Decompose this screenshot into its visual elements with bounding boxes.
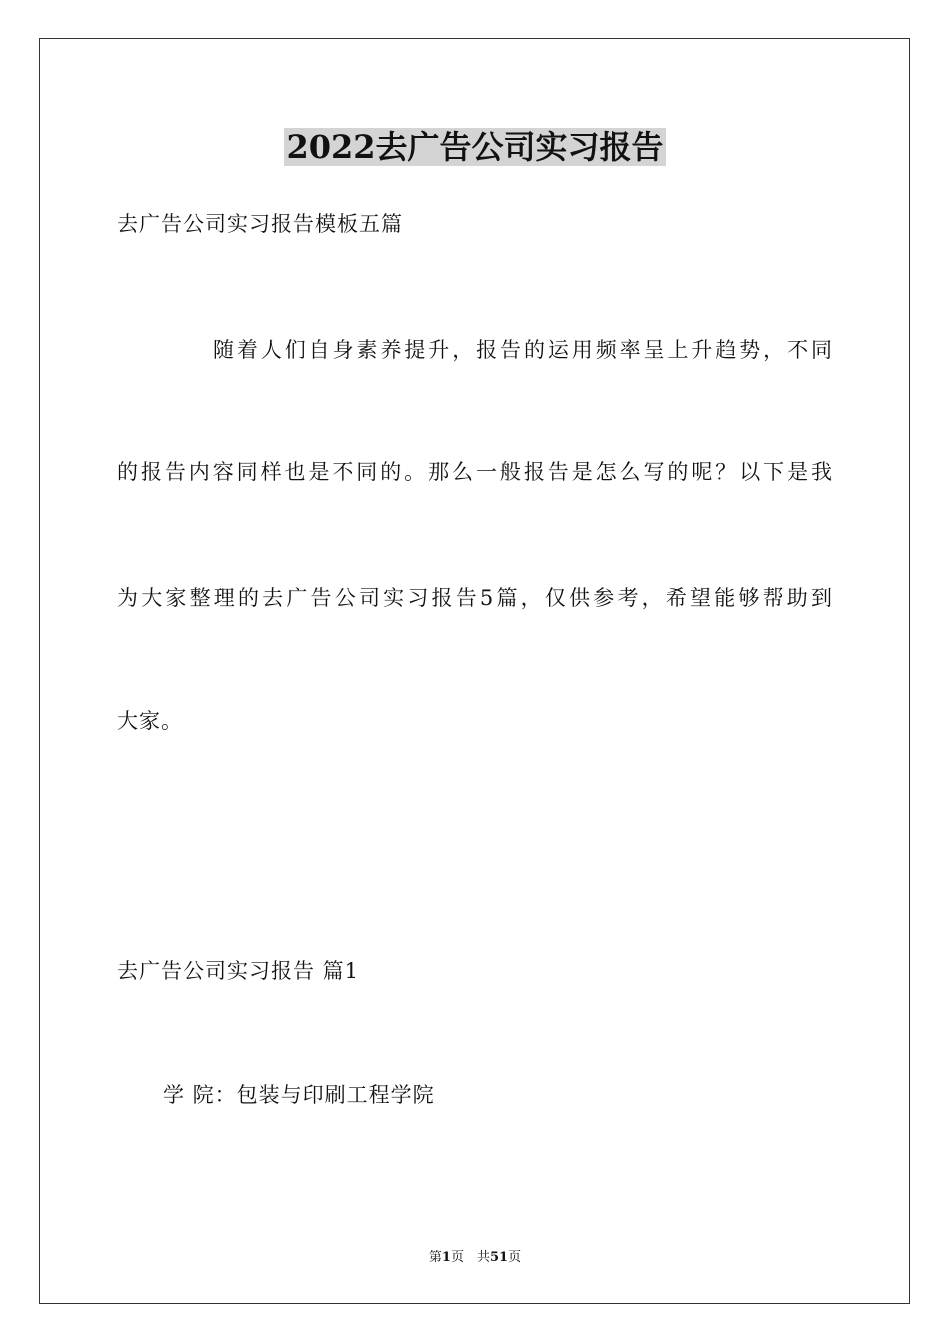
intro-paragraph-line-3: 为大家整理的去广告公司实习报告5篇，仅供参考，希望能够帮助到 bbox=[117, 586, 833, 610]
footer-page-number: 1 bbox=[441, 1250, 451, 1265]
document-title-text: 2022去广告公司实习报告 bbox=[286, 128, 664, 166]
intro-paragraph-line-4: 大家。 bbox=[117, 709, 183, 733]
document-title bbox=[0, 125, 950, 169]
footer-page-prefix: 第 bbox=[428, 1250, 442, 1265]
document-subtitle: 去广告公司实习报告模板五篇 bbox=[117, 212, 403, 236]
page-footer bbox=[0, 1249, 950, 1267]
intro-paragraph-line-2: 的报告内容同样也是不同的。那么一般报告是怎么写的呢？以下是我 bbox=[117, 460, 833, 484]
footer-page-mid: 页 共 bbox=[450, 1250, 490, 1265]
footer-page-suffix: 页 bbox=[508, 1250, 522, 1265]
intro-paragraph-line-1: 随着人们自身素养提升，报告的运用频率呈上升趋势，不同 bbox=[213, 338, 833, 362]
section-heading: 去广告公司实习报告 篇1 bbox=[117, 959, 360, 983]
footer-total-pages: 51 bbox=[489, 1250, 509, 1265]
college-line: 学 院：包装与印刷工程学院 bbox=[163, 1083, 435, 1107]
